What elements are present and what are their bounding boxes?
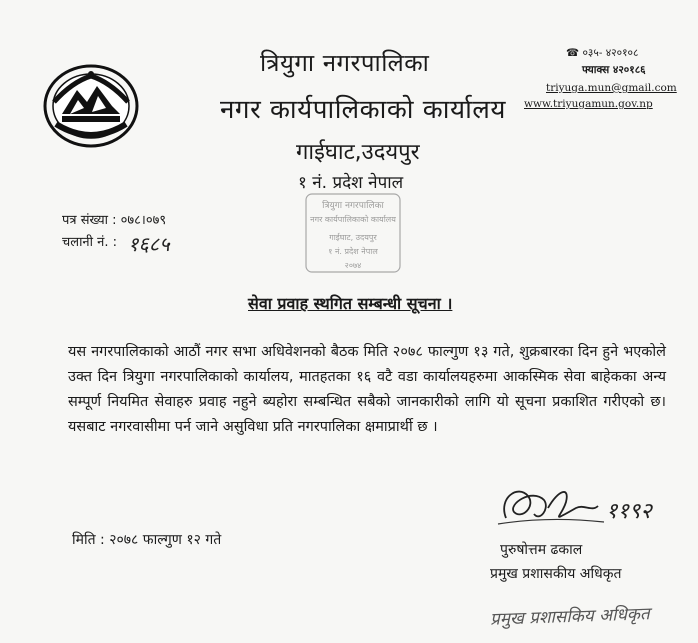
- letterhead-municipality-name: त्रियुगा नगरपालिका: [260, 49, 430, 77]
- svg-text:२०७४: २०७४: [344, 261, 362, 270]
- letterhead-province: १ नं. प्रदेश नेपाल: [298, 173, 404, 193]
- phone-number: ०३५- ४२०१०८: [582, 47, 639, 59]
- office-stamp-icon: [298, 192, 408, 274]
- notice-date: मिति : २०७८ फाल्गुण १२ गते: [72, 532, 222, 548]
- signatory-name: पुरुषोत्तम ढकाल: [500, 542, 583, 558]
- contact-fax: फ्याक्स ४२०१८६: [582, 64, 646, 76]
- svg-text:नगर कार्यपालिकाको कार्यालय: नगर कार्यपालिकाको कार्यालय: [310, 215, 396, 224]
- svg-text:त्रियुगा नगरपालिका: त्रियुगा नगरपालिका: [322, 201, 384, 211]
- letterhead-address: गाईघाट,उदयपुर: [296, 140, 420, 165]
- contact-phone: [566, 46, 638, 60]
- notice-body: यस नगरपालिकाको आठौं नगर सभा अधिवेशनको बैठक मिति २०७८ फाल्गुण १३ गते, शुक्रबारका दिन हुने भएकोले उक्त दिन त्रियुगा नगरपालिकाको कार्यालय, मातहतका १६ वटै वडा कार्यालयहरुमा आकस्मिक सेवा बाहेकका अन्य सम्पूर्ण नियमित सेवाहरु प्रवाह नहुने ब्यहोरा सम्बन्धित सबैको जानकारीको लागि यो सूचना प्रकाशित गरीएको छ। यसबाट नगरवासीमा पर्न जाने असुविधा प्रति नगरपालिका क्षमाप्रार्थी छ ।: [68, 344, 666, 435]
- contact-email-link[interactable]: triyuga.mun@gmail.com: [546, 82, 677, 94]
- designation-seal: प्रमुख प्रशासकिय अधिकृत: [489, 604, 650, 630]
- letterhead-office-name: नगर कार्यपालिकाको कार्यालय: [220, 95, 507, 125]
- notice-subject: सेवा प्रवाह स्थगित सम्बन्धी सूचना ।: [248, 294, 453, 313]
- nepal-government-emblem-icon: [42, 62, 140, 150]
- contact-website-link[interactable]: www.triyugamun.gov.np: [524, 98, 653, 110]
- svg-text:गाईघाट, उदयपुर: गाईघाट, उदयपुर: [329, 233, 377, 242]
- svg-text:१ नं. प्रदेश नेपाल: १ नं. प्रदेश नेपाल: [328, 247, 378, 256]
- letter-number: पत्र संख्या : ०७८।०७९: [62, 213, 167, 228]
- svg-text:११९२: ११९२: [606, 499, 652, 524]
- dispatch-number-handwritten: १६८५: [128, 232, 170, 256]
- phone-icon: ☎: [566, 47, 580, 59]
- signatory-title: प्रमुख प्रशासकीय अधिकृत: [490, 566, 622, 582]
- dispatch-number-label: चलानी नं. :: [62, 235, 118, 250]
- handwritten-signature: [488, 478, 678, 534]
